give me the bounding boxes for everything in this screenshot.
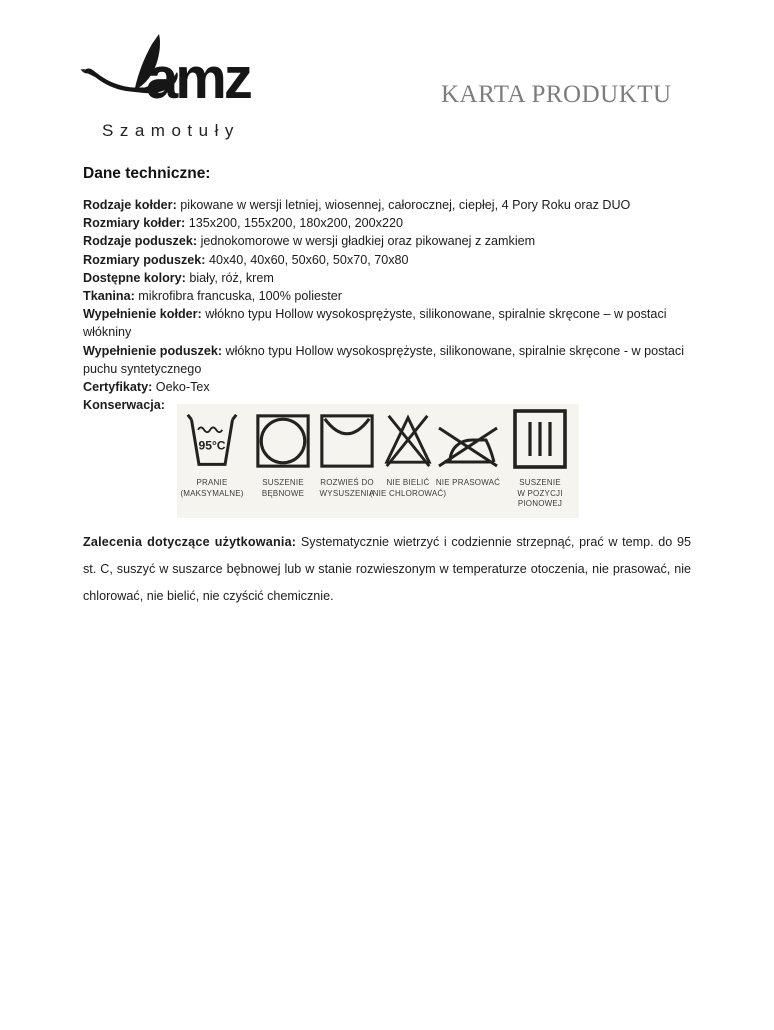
spec-value: mikrofibra francuska, 100% poliester xyxy=(138,289,342,304)
dry-vertical-icon xyxy=(511,408,569,470)
spec-row-fabric xyxy=(83,287,699,305)
spec-label: Konserwacja: xyxy=(83,398,165,413)
spec-label: Certyfikaty: xyxy=(83,380,153,395)
spec-value: włókno typu Hollow wysokosprężyste, silikonowane, spiralnie skręcone - w postaci puchu syntetycznego xyxy=(83,343,685,376)
care-label: NIE PRASOWAĆ xyxy=(435,478,501,487)
section-title: Dane techniczne: xyxy=(83,165,211,182)
care-label: PRANIE (MAKSYMALNE) xyxy=(180,478,244,498)
spec-label: Rozmiary poduszek: xyxy=(83,252,206,267)
care-label: SUSZENIE W POZYCJI PIONOWEJ xyxy=(517,478,563,509)
page-title: KARTA PRODUKTU xyxy=(441,81,672,108)
spec-label: Rodzaje poduszek: xyxy=(83,234,198,249)
spec-row-quilt-types xyxy=(83,196,699,214)
spec-label: Tkanina: xyxy=(83,289,135,304)
technical-specs xyxy=(83,196,699,414)
spec-value: 40x40, 40x60, 50x60, 50x70, 70x80 xyxy=(208,252,409,267)
spec-label: Rozmiary kołder: xyxy=(83,216,186,231)
care-label: ROZWIEŚ DO WYSUSZENIA xyxy=(319,478,375,498)
care-symbols-strip xyxy=(177,404,579,518)
spec-row-quilt-sizes xyxy=(83,214,699,232)
spec-value: pikowane w wersji letniej, wiosennej, całorocznej, ciepłej, 4 Pory Roku oraz DUO xyxy=(180,198,631,212)
line-dry-icon xyxy=(318,412,376,470)
care-symbol-dry-vertical xyxy=(505,408,575,510)
wash-temp-label: 95°C xyxy=(198,438,226,453)
spec-value: 135x200, 155x200, 180x200, 200x220 xyxy=(188,216,403,231)
spec-row-pillow-sizes xyxy=(83,251,699,269)
brand-subtitle: Szamotuły xyxy=(102,121,240,140)
tumble-dry-icon xyxy=(254,412,312,470)
spec-label: Wypełnienie poduszek: xyxy=(83,343,223,358)
brand-wordmark: amz xyxy=(146,46,250,111)
spec-row-quilt-filling xyxy=(83,305,699,341)
spec-row-certificates xyxy=(83,378,699,396)
spec-row-pillow-filling xyxy=(83,342,699,378)
no-iron-icon xyxy=(435,420,501,470)
care-symbol-no-iron xyxy=(429,408,507,489)
usage-text: Systematycznie wietrzyć i codziennie strzepnąć, prać w temp. do 95 st. C, suszyć w suszarce bębnowej lub w stanie rozwieszonym w temperaturze otoczenia, nie prasować, nie chlorować, nie bielić, nie czyścić chemicznie. xyxy=(83,535,692,603)
spec-label: Wypełnienie kołder: xyxy=(83,307,202,322)
spec-row-pillow-types xyxy=(83,232,699,250)
usage-label: Zalecenia dotyczące użytkowania: xyxy=(83,535,297,549)
care-label: SUSZENIE BĘBNOWE xyxy=(261,478,305,498)
spec-label: Rodzaje kołder: xyxy=(83,198,177,212)
spec-value: biały, róż, krem xyxy=(189,270,274,285)
spec-value: Oeko-Tex xyxy=(155,380,210,395)
care-label: NIE BIELIĆ (NIE CHLOROWAĆ) xyxy=(369,478,447,498)
care-symbol-wash xyxy=(180,408,244,499)
spec-value: jednokomorowe w wersji gładkiej oraz pikowanej z zamkiem xyxy=(200,234,536,249)
amz-logo xyxy=(80,28,295,146)
spec-row-colors xyxy=(83,269,699,287)
spec-value: włókno typu Hollow wysokosprężyste, silikonowane, spiralnie skręcone – w postaci włókniny xyxy=(83,307,667,340)
wash-95-max-icon xyxy=(184,412,240,470)
spec-label: Dostępne kolory: xyxy=(83,270,186,285)
usage-recommendations xyxy=(83,529,691,610)
care-symbol-tumble-dry xyxy=(250,408,316,499)
